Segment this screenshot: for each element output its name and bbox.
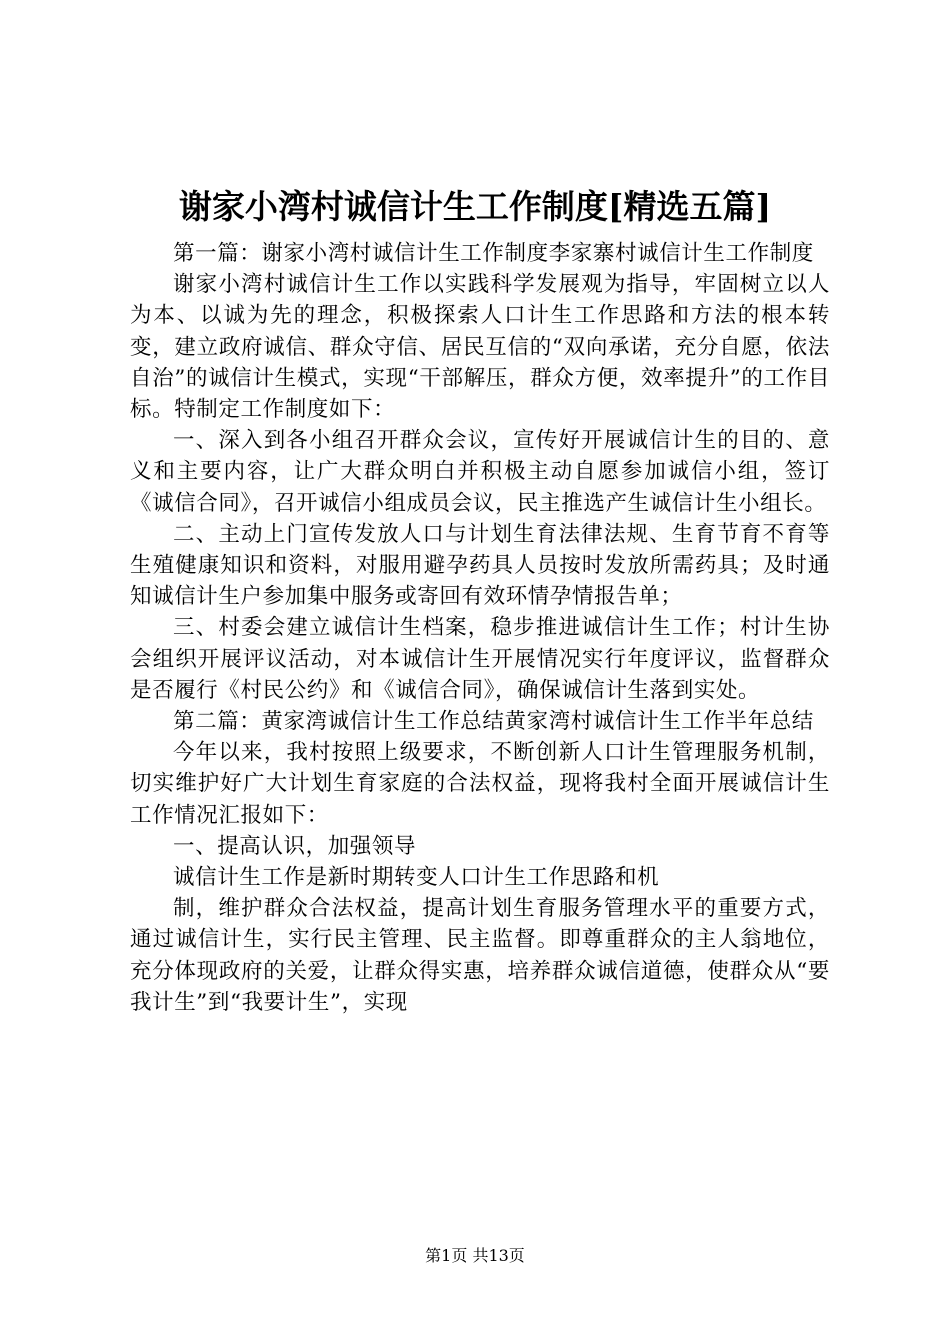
paragraph: 二、主动上门宣传发放人口与计划生育法律法规、生育节育不育等生殖健康知识和资料，对服用避孕药具人员按时发放所需药具；及时通知诚信计生户参加集中服务或寄回有效环情孕情报告单； bbox=[130, 521, 830, 610]
paragraph: 一、深入到各小组召开群众会议，宣传好开展诚信计生的目的、意义和主要内容，让广大群众明白并积极主动自愿参加诚信小组，签订《诚信合同》，召开诚信小组成员会议，民主推选产生诚信计生小组长。 bbox=[130, 428, 830, 516]
paragraph-heading-2: 第二篇：黄家湾诚信计生工作总结黄家湾村诚信计生工作半年总结 bbox=[173, 709, 814, 735]
paragraph: 今年以来，我村按照上级要求，不断创新人口计生管理服务机制，切实维护好广大计划生育家庭的合法权益，现将我村全面开展诚信计生工作情况汇报如下： bbox=[130, 740, 830, 828]
document-body bbox=[130, 238, 830, 1018]
paragraph: 制，维护群众合法权益，提高计划生育服务管理水平的重要方式，通过诚信计生，实行民主管理、民主监督。即尊重群众的主人翁地位，充分体现政府的关爱，让群众得实惠，培养群众诚信道德，使群众从“要我计生”到“我要计生”，实现 bbox=[130, 896, 830, 1015]
paragraph: 诚信计生工作是新时期转变人口计生工作思路和机 bbox=[173, 865, 660, 891]
paragraph: 三、村委会建立诚信计生档案，稳步推进诚信计生工作；村计生协会组织开展评议活动，对本诚信计生开展情况实行年度评议，监督群众是否履行《村民公约》和《诚信合同》，确保诚信计生落到实处。 bbox=[130, 615, 830, 703]
paragraph-heading-1: 第一篇：谢家小湾村诚信计生工作制度李家寨村诚信计生工作制度 bbox=[173, 241, 814, 266]
document-title: 谢家小湾村诚信计生工作制度[精选五篇] bbox=[178, 187, 772, 226]
page-footer: 第1页 共13页 bbox=[425, 1246, 525, 1265]
section-heading: 一、提高认识，加强领导 bbox=[173, 833, 417, 859]
paragraph: 谢家小湾村诚信计生工作以实践科学发展观为指导，牢固树立以人为本、以诚为先的理念，积极探索人口计生工作思路和方法的根本转变，建立政府诚信、群众守信、居民互信的“双向承诺，充分自愿，依法自治”的诚信计生模式，实现“干部解压，群众方便，效率提升”的工作目标。特制定工作制度如下： bbox=[130, 272, 830, 423]
